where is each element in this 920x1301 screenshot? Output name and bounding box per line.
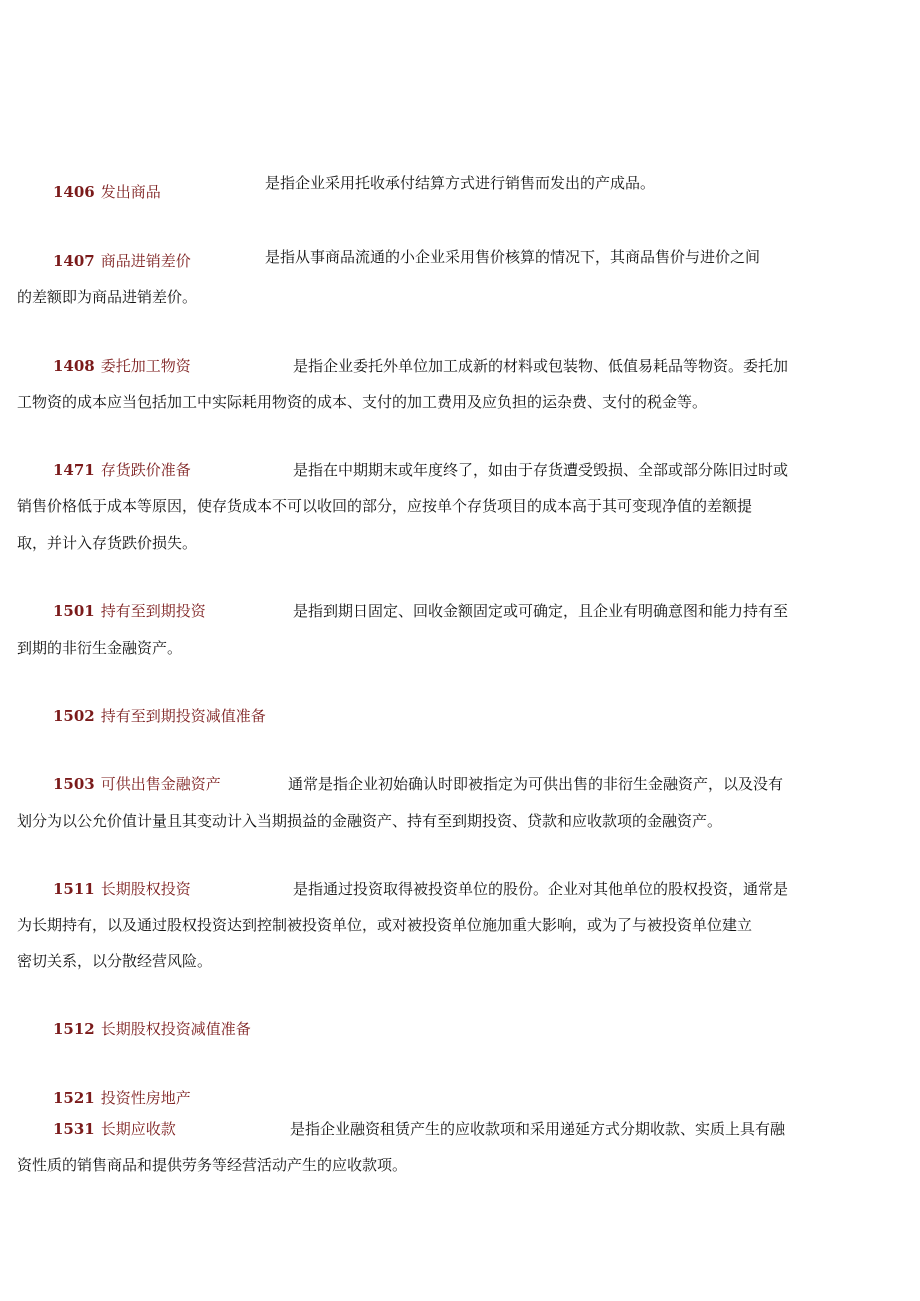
account-term	[53, 1087, 191, 1108]
account-term	[53, 181, 161, 202]
account-code: 1511	[53, 880, 95, 898]
description-line: 为长期持有，以及通过股权投资达到控制被投资单位，或对被投资单位施加重大影响，或为了与被投资单位建立	[17, 916, 753, 934]
account-name: 委托加工物资	[100, 357, 191, 375]
description-line: 到期的非衍生金融资产。	[17, 639, 183, 657]
account-code: 1501	[53, 602, 95, 620]
description-line: 销售价格低于成本等原因，使存货成本不可以收回的部分，应按单个存货项目的成本高于其可变现净值的差额提	[17, 497, 753, 515]
account-name: 发出商品	[100, 183, 161, 201]
account-name: 持有至到期投资	[100, 602, 206, 620]
description-line: 是指企业委托外单位加工成新的材料或包装物、低值易耗品等物资。委托加	[293, 357, 789, 375]
account-name: 投资性房地产	[100, 1089, 191, 1107]
account-name: 商品进销差价	[100, 252, 191, 270]
account-term	[53, 355, 191, 376]
account-name: 长期股权投资	[100, 880, 191, 898]
account-term	[53, 600, 206, 621]
account-name: 存货跌价准备	[100, 461, 191, 479]
account-term	[53, 1018, 251, 1039]
account-code: 1502	[53, 707, 95, 725]
account-code: 1531	[53, 1120, 95, 1138]
account-name: 可供出售金融资产	[100, 775, 221, 793]
description-line: 是指通过投资取得被投资单位的股份。企业对其他单位的股权投资，通常是	[293, 880, 789, 898]
account-code: 1408	[53, 357, 95, 375]
account-term	[53, 1118, 176, 1139]
description-line: 资性质的销售商品和提供劳务等经营活动产生的应收款项。	[17, 1156, 408, 1174]
account-term	[53, 250, 191, 271]
description-line: 是指企业采用托收承付结算方式进行销售而发出的产成品。	[265, 174, 656, 192]
description-line: 是指在中期期末或年度终了，如由于存货遭受毁损、全部或部分陈旧过时或	[293, 461, 789, 479]
account-code: 1407	[53, 252, 95, 270]
account-term	[53, 459, 191, 480]
description-line: 划分为以公允价值计量且其变动计入当期损益的金融资产、持有至到期投资、贷款和应收款项的金融资产。	[17, 812, 723, 830]
account-term	[53, 705, 266, 726]
account-code: 1521	[53, 1089, 95, 1107]
account-name: 持有至到期投资减值准备	[100, 707, 266, 725]
account-term	[53, 773, 221, 794]
account-code: 1471	[53, 461, 95, 479]
account-code: 1503	[53, 775, 95, 793]
description-line: 是指从事商品流通的小企业采用售价核算的情况下，其商品售价与进价之间	[265, 248, 761, 266]
account-code: 1406	[53, 183, 95, 201]
description-line: 是指到期日固定、回收金额固定或可确定，且企业有明确意图和能力持有至	[293, 602, 789, 620]
description-line: 是指企业融资租赁产生的应收款项和采用递延方式分期收款、实质上具有融	[290, 1120, 786, 1138]
description-line: 密切关系，以分散经营风险。	[17, 952, 213, 970]
account-name: 长期应收款	[100, 1120, 176, 1138]
account-name: 长期股权投资减值准备	[100, 1020, 251, 1038]
description-line: 工物资的成本应当包括加工中实际耗用物资的成本、支付的加工费用及应负担的运杂费、支付的税金等。	[17, 393, 708, 411]
account-code: 1512	[53, 1020, 95, 1038]
description-line: 取，并计入存货跌价损失。	[17, 534, 198, 552]
description-line: 的差额即为商品进销差价。	[17, 288, 198, 306]
description-line: 通常是指企业初始确认时即被指定为可供出售的非衍生金融资产，以及没有	[288, 775, 784, 793]
account-term	[53, 878, 191, 899]
